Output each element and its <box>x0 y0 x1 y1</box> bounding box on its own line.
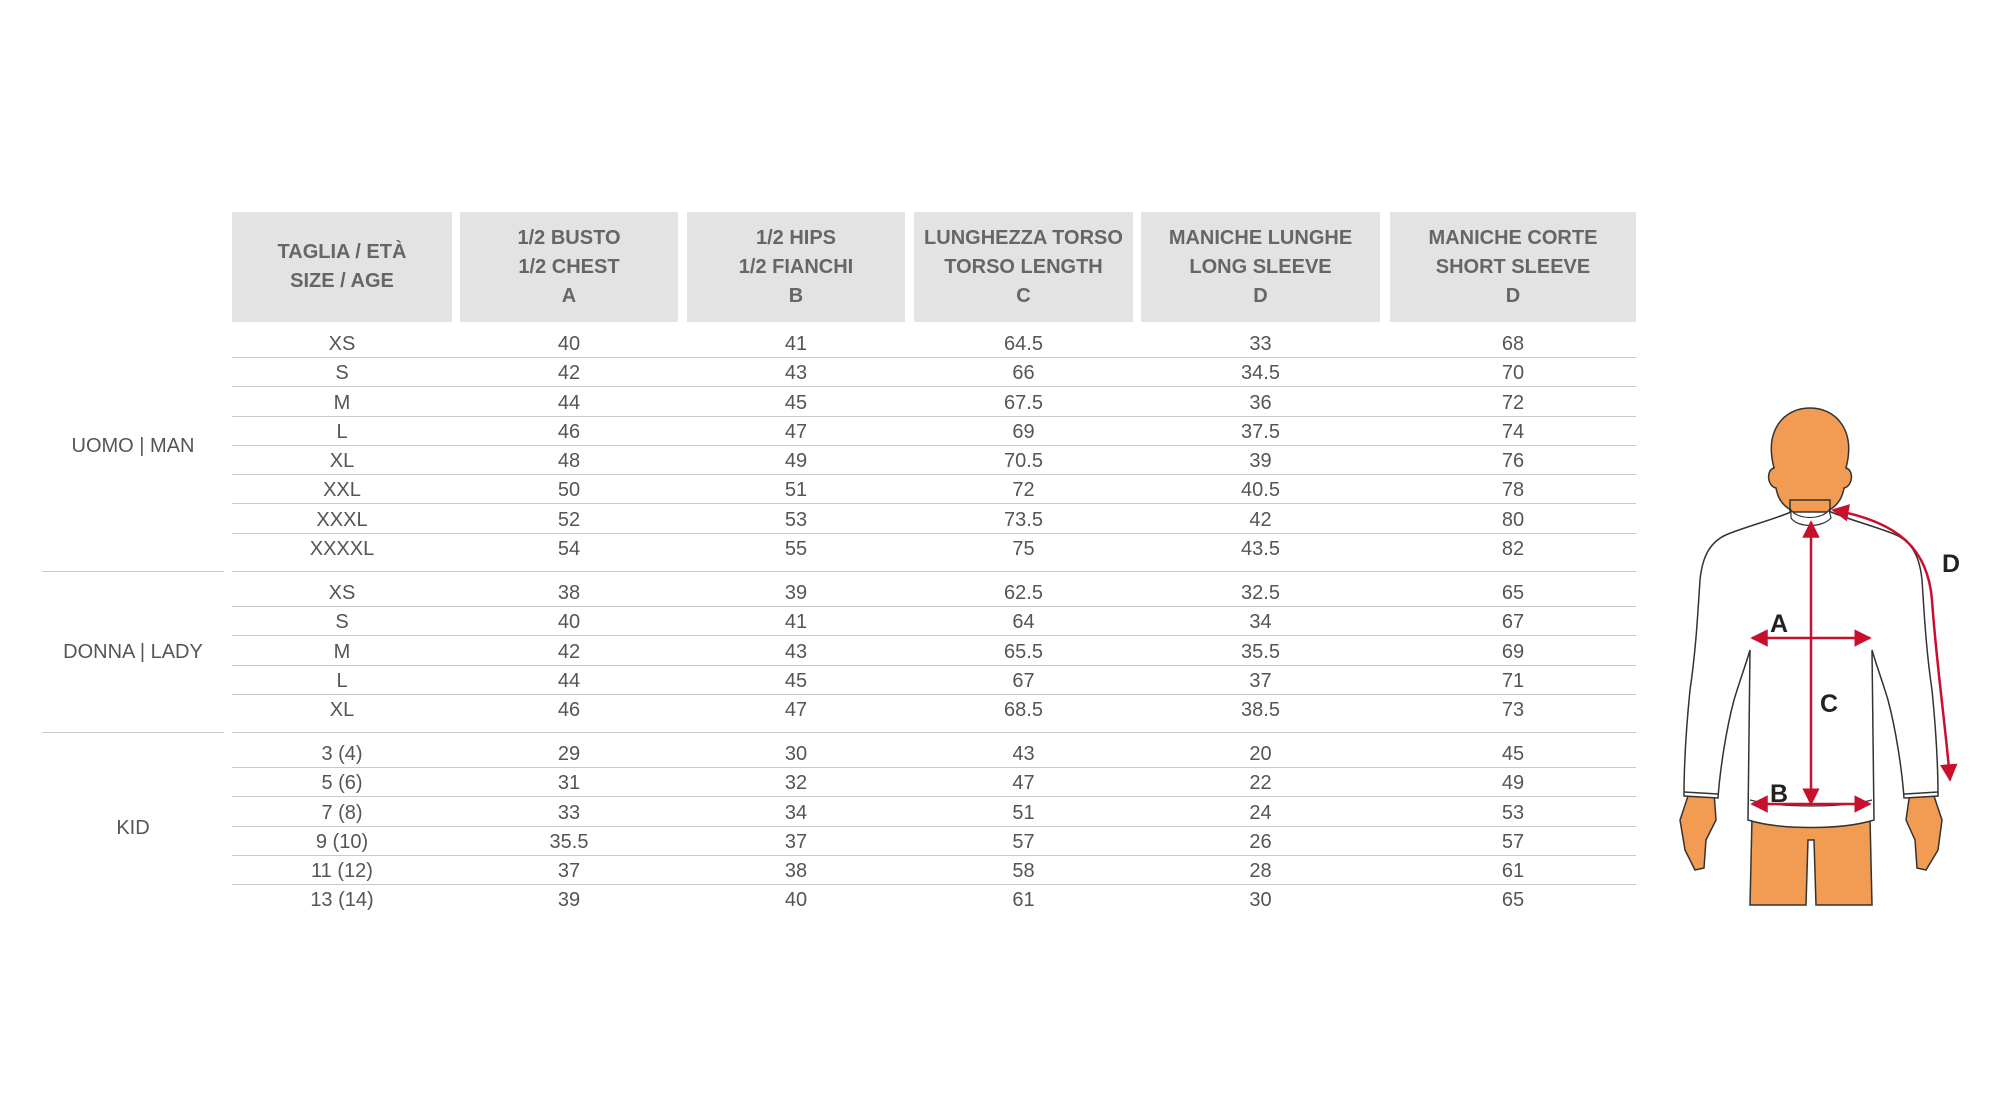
table-row <box>232 358 1636 387</box>
cell-torso-length: 72 <box>1012 479 1035 502</box>
cell-size: XXXXL <box>309 537 375 560</box>
header-torso-length <box>914 212 1133 322</box>
cell-torso-length: 51 <box>1012 801 1035 824</box>
header-chest-line2: 1/2 CHEST <box>518 255 620 278</box>
cell-long-sleeve: 28 <box>1249 860 1272 882</box>
cell-chest: 54 <box>557 537 581 560</box>
header-short-sleeve-line3: D <box>1505 284 1521 307</box>
cell-long-sleeve: 37 <box>1249 669 1272 692</box>
cell-chest: 39 <box>557 889 581 912</box>
table-row <box>232 885 1636 914</box>
group-divider <box>42 732 224 733</box>
cell-short-sleeve: 68 <box>1501 333 1525 355</box>
cell-torso-length: 57 <box>1012 830 1035 853</box>
cell-torso-length: 64.5 <box>1004 333 1043 355</box>
cell-chest: 44 <box>557 391 581 414</box>
cell-long-sleeve: 39 <box>1249 450 1272 472</box>
table-row <box>232 388 1636 417</box>
header-chest-line1: 1/2 BUSTO <box>517 226 621 249</box>
cell-torso-length: 67 <box>1012 669 1035 692</box>
cell-size: 9 (10) <box>315 830 369 853</box>
cell-torso-length: 47 <box>1012 772 1035 795</box>
cell-long-sleeve: 43.5 <box>1241 537 1280 560</box>
cell-chest: 40 <box>557 333 581 355</box>
header-long-sleeve-line1: MANICHE LUNGHE <box>1168 226 1353 249</box>
cell-chest: 37 <box>557 860 581 882</box>
cell-long-sleeve: 38.5 <box>1241 699 1280 721</box>
cell-chest: 38 <box>557 582 581 604</box>
cell-size: L <box>336 669 348 692</box>
table-row <box>232 329 1636 358</box>
cell-short-sleeve: 76 <box>1501 450 1525 472</box>
cell-chest: 46 <box>557 420 581 443</box>
header-long-sleeve-line3: D <box>1253 284 1268 307</box>
header-hips-line1: 1/2 HIPS <box>755 226 837 249</box>
cell-torso-length: 62.5 <box>1004 582 1043 604</box>
cell-hips: 34 <box>784 801 808 824</box>
group-divider <box>42 571 224 572</box>
cell-size: 3 (4) <box>321 743 363 765</box>
cell-long-sleeve: 24 <box>1249 801 1272 824</box>
header-short-sleeve <box>1390 212 1636 322</box>
cell-chest: 42 <box>557 640 581 663</box>
cell-chest: 33 <box>557 801 581 824</box>
cell-short-sleeve: 45 <box>1501 743 1525 765</box>
cell-long-sleeve: 40.5 <box>1241 479 1280 502</box>
cell-torso-length: 58 <box>1012 860 1035 882</box>
header-hips-line3: B <box>788 284 804 307</box>
cell-long-sleeve: 26 <box>1249 830 1272 853</box>
cell-hips: 47 <box>784 420 808 443</box>
table-row <box>232 505 1636 534</box>
table-row <box>232 607 1636 636</box>
table-row <box>232 578 1636 607</box>
label-b: B <box>1770 780 1789 808</box>
left-hand <box>1680 790 1716 870</box>
table-row <box>232 417 1636 446</box>
table-row <box>232 768 1636 797</box>
cell-short-sleeve: 73 <box>1501 699 1525 721</box>
cell-short-sleeve: 72 <box>1501 391 1525 414</box>
cell-torso-length: 64 <box>1012 611 1035 634</box>
cell-torso-length: 73.5 <box>1004 508 1043 531</box>
cell-short-sleeve: 82 <box>1501 537 1525 560</box>
cell-long-sleeve: 33 <box>1249 333 1272 355</box>
cell-size: XXL <box>323 479 361 502</box>
cell-hips: 55 <box>784 537 808 560</box>
cell-chest: 31 <box>557 772 581 795</box>
label-a: A <box>1770 610 1789 638</box>
table-row <box>232 695 1636 724</box>
header-short-sleeve-line1: MANICHE CORTE <box>1428 226 1598 249</box>
cell-chest: 52 <box>557 508 581 531</box>
cell-hips: 49 <box>784 450 808 472</box>
cell-long-sleeve: 42 <box>1249 508 1272 531</box>
cell-torso-length: 69 <box>1012 420 1035 443</box>
cell-long-sleeve: 34 <box>1249 611 1272 634</box>
table-row <box>232 856 1636 885</box>
cell-short-sleeve: 78 <box>1501 479 1525 502</box>
cell-size: XL <box>329 450 355 472</box>
cell-hips: 39 <box>784 582 808 604</box>
header-torso-length-line2: TORSO LENGTH <box>944 255 1103 278</box>
cell-long-sleeve: 37.5 <box>1241 420 1280 443</box>
cell-hips: 45 <box>784 391 808 414</box>
cell-torso-length: 67.5 <box>1004 391 1043 414</box>
cell-hips: 47 <box>784 699 808 721</box>
cell-torso-length: 66 <box>1012 362 1035 385</box>
cell-chest: 40 <box>557 611 581 634</box>
cell-hips: 43 <box>784 640 808 663</box>
cell-size: S <box>335 362 349 385</box>
cell-short-sleeve: 57 <box>1501 830 1525 853</box>
cell-chest: 50 <box>557 479 581 502</box>
cell-hips: 32 <box>784 772 808 795</box>
group-divider <box>232 732 1636 733</box>
cell-long-sleeve: 22 <box>1249 772 1272 795</box>
table-row <box>232 637 1636 666</box>
group-label: UOMO | MAN <box>71 435 195 457</box>
cell-size: M <box>333 391 351 414</box>
cell-size: XXXL <box>316 508 368 531</box>
cell-hips: 40 <box>784 889 808 912</box>
cell-short-sleeve: 70 <box>1501 362 1525 385</box>
cell-long-sleeve: 32.5 <box>1241 582 1280 604</box>
cell-short-sleeve: 53 <box>1501 801 1525 824</box>
cell-short-sleeve: 65 <box>1501 889 1525 912</box>
cell-chest: 29 <box>557 743 581 765</box>
cell-hips: 41 <box>784 611 808 634</box>
cell-short-sleeve: 65 <box>1501 582 1525 604</box>
cell-torso-length: 43 <box>1012 743 1035 765</box>
cell-short-sleeve: 74 <box>1501 420 1525 443</box>
table-row <box>232 475 1636 504</box>
cell-size: 11 (12) <box>311 860 373 882</box>
cell-torso-length: 61 <box>1012 889 1035 912</box>
head <box>1769 408 1852 514</box>
cell-short-sleeve: 69 <box>1501 640 1525 663</box>
header-size <box>232 212 452 322</box>
cell-chest: 35.5 <box>549 830 589 853</box>
table-row <box>232 446 1636 475</box>
cell-hips: 53 <box>784 508 808 531</box>
cell-size: XL <box>329 699 355 721</box>
header-torso-length-line1: LUNGHEZZA TORSO <box>924 226 1123 249</box>
cell-torso-length: 65.5 <box>1004 640 1043 663</box>
cell-long-sleeve: 34.5 <box>1241 362 1280 385</box>
header-size-line1: TAGLIA / ETÀ <box>277 241 407 263</box>
table-row <box>232 534 1636 563</box>
header-long-sleeve-line2: LONG SLEEVE <box>1189 255 1332 278</box>
cell-torso-length: 68.5 <box>1004 699 1043 721</box>
cell-size: XS <box>328 333 356 355</box>
cell-size: M <box>333 640 351 663</box>
cell-size: XS <box>328 582 356 604</box>
header-chest <box>460 212 678 322</box>
cell-size: L <box>336 420 348 443</box>
cell-long-sleeve: 36 <box>1249 391 1272 414</box>
cell-hips: 38 <box>784 860 808 882</box>
cell-hips: 51 <box>784 479 808 502</box>
cell-hips: 37 <box>784 830 808 853</box>
cell-short-sleeve: 49 <box>1501 772 1525 795</box>
header-hips <box>687 212 905 322</box>
cell-chest: 44 <box>557 669 581 692</box>
header-torso-length-line3: C <box>1016 284 1031 307</box>
table-row <box>232 827 1636 856</box>
table-row <box>232 739 1636 768</box>
cell-chest: 46 <box>557 699 581 721</box>
cell-short-sleeve: 71 <box>1501 669 1525 692</box>
cell-size: 13 (14) <box>310 889 374 912</box>
cell-short-sleeve: 80 <box>1501 508 1525 531</box>
cell-long-sleeve: 20 <box>1249 743 1272 765</box>
cell-short-sleeve: 61 <box>1501 860 1525 882</box>
cell-size: 5 (6) <box>321 772 363 795</box>
cell-hips: 30 <box>784 743 808 765</box>
cell-chest: 42 <box>557 362 581 385</box>
cell-torso-length: 75 <box>1012 537 1035 560</box>
header-chest-line3: A <box>561 284 577 307</box>
group-label: DONNA | LADY <box>63 641 203 663</box>
header-long-sleeve <box>1141 212 1380 322</box>
right-hand <box>1906 790 1942 870</box>
cell-hips: 43 <box>784 362 808 385</box>
cell-long-sleeve: 35.5 <box>1241 640 1280 663</box>
header-hips-line2: 1/2 FIANCHI <box>738 255 854 278</box>
cell-hips: 41 <box>784 333 808 355</box>
body-measurement-figure <box>1660 400 2000 920</box>
header-short-sleeve-line2: SHORT SLEEVE <box>1435 255 1591 278</box>
table-row <box>232 666 1636 695</box>
legs <box>1750 818 1872 905</box>
group-label: KID <box>116 817 150 839</box>
cell-long-sleeve: 30 <box>1249 889 1272 912</box>
cell-size: S <box>335 611 349 634</box>
table-row <box>232 798 1636 827</box>
cell-chest: 48 <box>557 450 581 472</box>
group-divider <box>232 571 1636 572</box>
cell-torso-length: 70.5 <box>1004 450 1043 472</box>
cell-size: 7 (8) <box>321 801 363 824</box>
cell-hips: 45 <box>784 669 808 692</box>
label-d: D <box>1942 550 1961 578</box>
cell-short-sleeve: 67 <box>1501 611 1525 634</box>
label-c: C <box>1820 690 1839 718</box>
header-size-line2: SIZE / AGE <box>290 270 394 292</box>
